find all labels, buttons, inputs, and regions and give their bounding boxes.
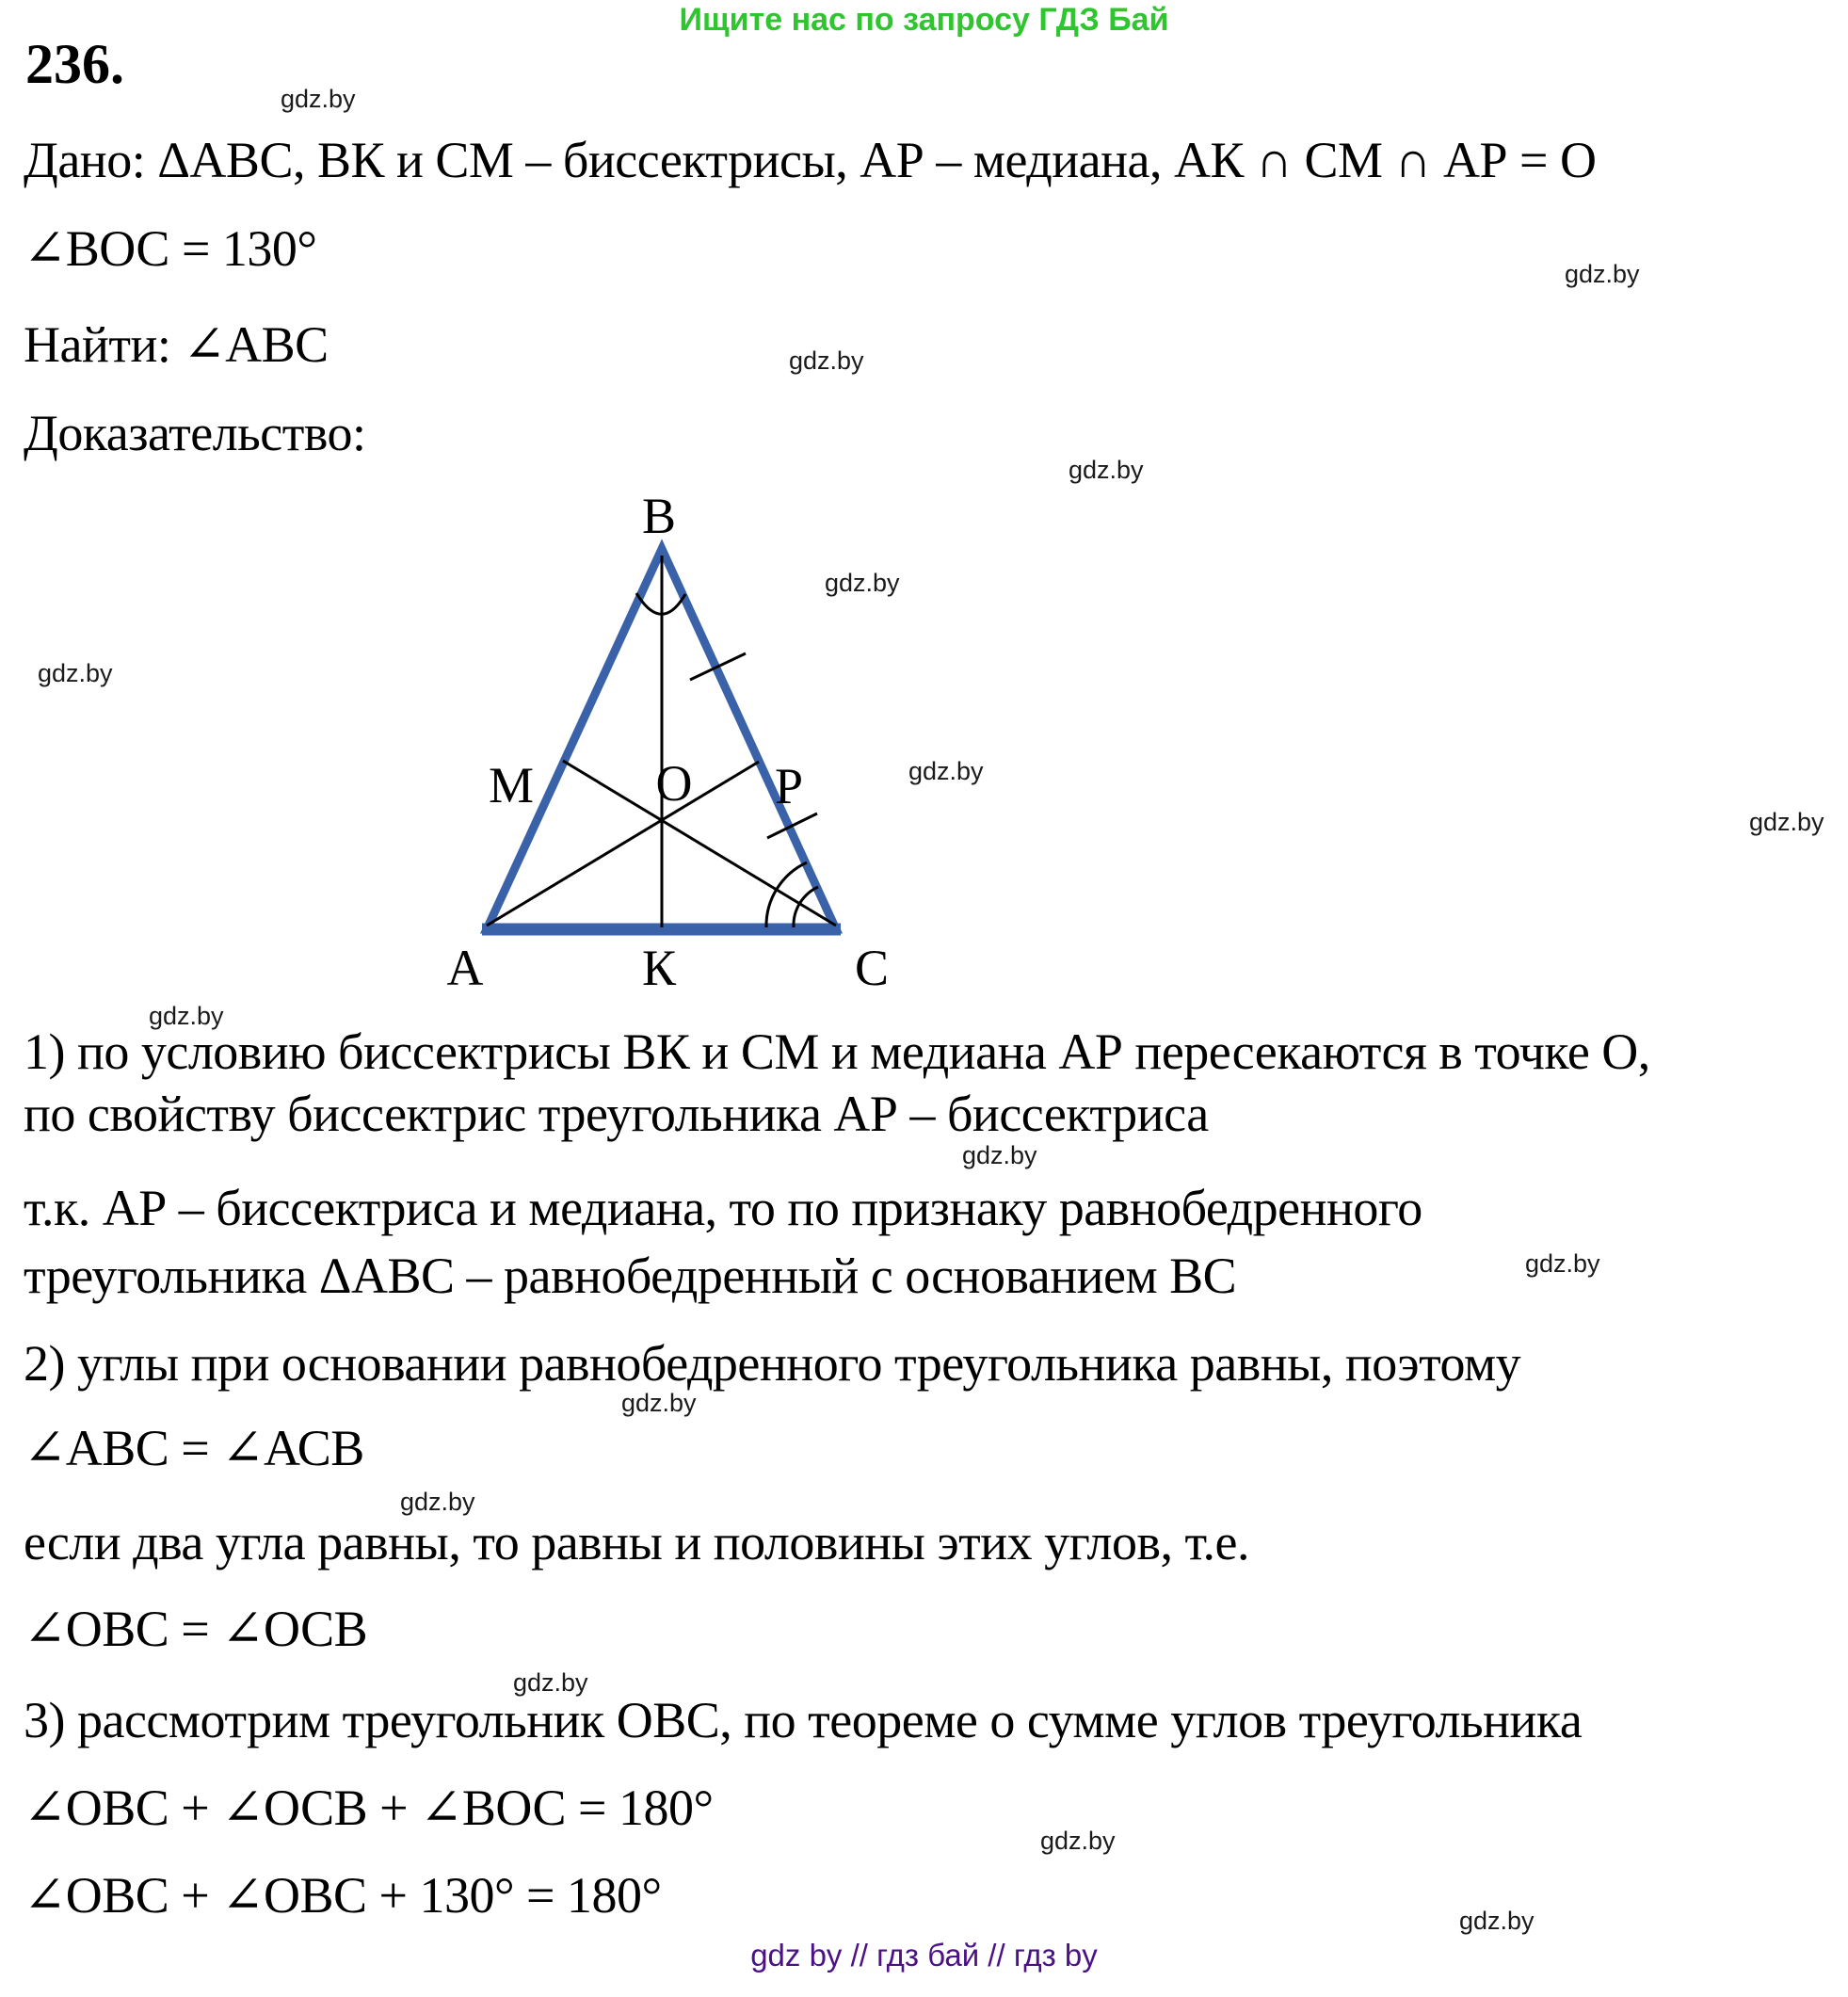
watermark: gdz.by bbox=[513, 1668, 588, 1697]
given-angle-line: ∠ВОС = 130° bbox=[24, 220, 317, 277]
proof-step3-equation2: ∠ОВС + ∠ОВС + 130° = 180° bbox=[24, 1867, 662, 1924]
vertex-label-a: А bbox=[446, 940, 484, 996]
watermark: gdz.by bbox=[1525, 1249, 1600, 1278]
watermark: gdz.by bbox=[789, 346, 864, 375]
find-line: Найти: ∠АВС bbox=[24, 316, 329, 373]
watermark: gdz.by bbox=[149, 1002, 224, 1030]
watermark: gdz.by bbox=[1040, 1827, 1116, 1855]
proof-step1-line3: т.к. АР – биссектриса и медиана, то по признаку равнобедренного bbox=[24, 1180, 1422, 1236]
proof-step3-line1: 3) рассмотрим треугольник ОВС, по теореме о сумме углов треугольника bbox=[24, 1692, 1583, 1748]
problem-number: 236. bbox=[25, 33, 124, 95]
watermark: gdz.by bbox=[1459, 1907, 1535, 1935]
proof-step3-equation1: ∠ОВС + ∠ОСВ + ∠ВОС = 180° bbox=[24, 1780, 714, 1836]
watermark: gdz.by bbox=[908, 757, 984, 785]
point-label-k: К bbox=[641, 940, 677, 996]
proof-step2-equation1: ∠АВС = ∠АСВ bbox=[24, 1420, 364, 1476]
triangle-diagram bbox=[395, 485, 941, 1012]
watermark: gdz.by bbox=[1565, 260, 1640, 288]
point-label-o: О bbox=[655, 755, 693, 812]
watermark: gdz.by bbox=[962, 1141, 1037, 1169]
watermark: gdz.by bbox=[400, 1488, 475, 1516]
proof-step2-line1: 2) углы при основании равнобедренного треугольника равны, поэтому bbox=[24, 1335, 1521, 1392]
proof-heading: Доказательство: bbox=[24, 405, 366, 461]
proof-step1-line4: треугольника ΔАВС – равнобедренный с основанием ВС bbox=[24, 1248, 1237, 1304]
footer-tagline: gdz by // гдз бай // гдз by bbox=[750, 1938, 1098, 1973]
promo-banner: Ищите нас по запросу ГДЗ Бай bbox=[679, 2, 1169, 38]
given-line: Дано: ΔАВС, ВК и СМ – биссектрисы, АР – медиана, АК ∩ СМ ∩ АР = О bbox=[24, 132, 1597, 188]
watermark: gdz.by bbox=[621, 1389, 697, 1417]
proof-step1-line1: 1) по условию биссектрисы ВК и СМ и медиана АР пересекаются в точке О, bbox=[24, 1023, 1650, 1080]
watermark: gdz.by bbox=[1749, 808, 1824, 836]
point-label-p: Р bbox=[774, 758, 804, 814]
watermark: gdz.by bbox=[38, 659, 113, 687]
watermark: gdz.by bbox=[1069, 456, 1144, 484]
vertex-label-c: С bbox=[854, 940, 890, 996]
proof-step2-equation2: ∠ОВС = ∠ОСВ bbox=[24, 1601, 368, 1657]
proof-step2-line2: если два угла равны, то равны и половины этих углов, т.е. bbox=[24, 1514, 1249, 1570]
watermark: gdz.by bbox=[825, 569, 900, 597]
point-label-m: М bbox=[488, 757, 535, 813]
watermark: gdz.by bbox=[281, 85, 356, 113]
proof-step1-line2: по свойству биссектрис треугольника АР – биссектриса bbox=[24, 1086, 1209, 1142]
vertex-label-b: В bbox=[641, 488, 677, 544]
